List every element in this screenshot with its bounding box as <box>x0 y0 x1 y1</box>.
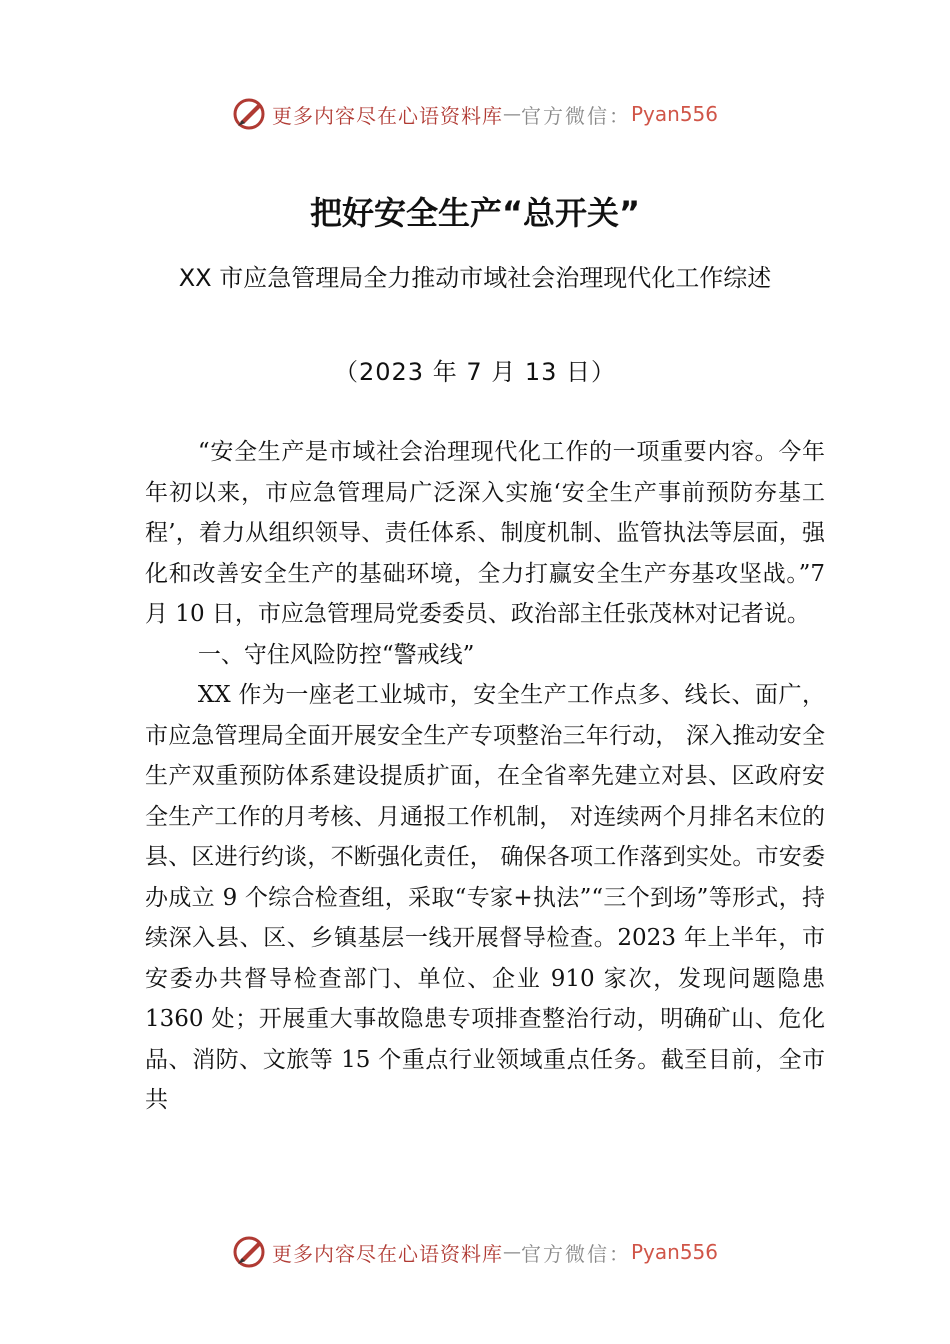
banner-separator: — <box>502 1241 521 1263</box>
header-banner <box>0 94 950 134</box>
pen-logo-icon <box>232 1234 268 1270</box>
footer-banner <box>0 1232 950 1272</box>
banner-text: 更多内容尽在心语资料库 <box>271 103 503 128</box>
paragraph: “安全生产是市域社会治理现代化工作的一项重要内容。今年年初以来，市应急管理局广泛深入实施‘安全生产事前预防夯基工程’，着力从组织领导、责任体系、制度机制、监管执法等层面，强化和改善安全生产的基础环境，全力打赢安全生产夯基攻坚战。”7 月 10 日，市应急管理局党委委员、政治部主任张茂林对记者说。 <box>145 439 825 627</box>
document-date: （2023 年 7 月 13 日） <box>333 358 617 386</box>
banner-wechat-id: Pyan556 <box>630 1240 718 1264</box>
paragraph: XX 作为一座老工业城市，安全生产工作点多、线长、面广，市应急管理局全面开展安全生产专项整治三年行动， 深入推动安全生产双重预防体系建设提质扩面，在全省率先建立对县、区政府安全生产工作的月考核、月通报工作机制， 对连续两个月排名末位的县、区进行约谈，不断强化责任， 确保各项工作落到实处。市安委办成立 9 个综合检查组，采取“专家+执法”“三个到场”等形式，持续深入县、区、乡镇基层一线开展督导检查。2023 年上半年，市安委办共督导检查部门、单位、企业 910 家次，发现问题隐患 1360 处；开展重大事故隐患专项排查整治行动，明确矿山、危化品、消防、文旅等 15 个重点行业领域重点任务。截至目前，全市共 <box>145 682 825 1113</box>
banner-label: 官方微信： <box>520 103 631 128</box>
pen-logo-icon <box>232 96 268 132</box>
banner-text: 更多内容尽在心语资料库 <box>271 1241 503 1266</box>
document-body <box>145 432 825 1121</box>
section-heading: 一、守住风险防控“警戒线” <box>197 641 475 668</box>
banner-wechat-id: Pyan556 <box>630 102 718 126</box>
banner-separator: — <box>502 103 521 125</box>
document-subtitle: XX 市应急管理局全力推动市域社会治理现代化工作综述 <box>178 264 772 292</box>
document-title: 把好安全生产“总开关” <box>309 194 641 232</box>
banner-label: 官方微信： <box>520 1241 631 1266</box>
